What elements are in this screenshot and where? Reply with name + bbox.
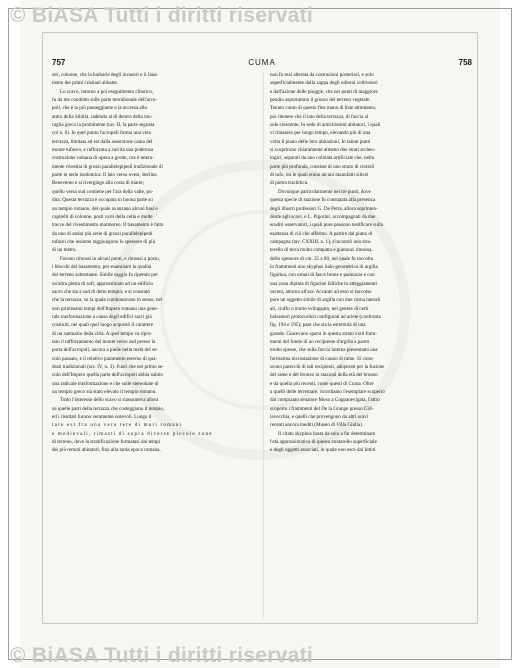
copyright-watermark-top: © BiASA Tutti i diritti riservati xyxy=(10,4,314,27)
text-line: rale trasformazione a causa degli edifici sacri già xyxy=(52,313,152,320)
text-line: e medievali, rimasti di sopra diverse piccole zone xyxy=(52,430,213,437)
text-line: molto spesse, che sulla faccia interna presentano una xyxy=(270,347,378,354)
text-line: Dovunque particolarmente nei tre punti, dove xyxy=(278,188,371,195)
text-line: mente rivestita di grossi parallelepipedi tradizionale di xyxy=(52,163,163,170)
page-header xyxy=(52,58,472,70)
text-line: ali, ciuffo o molto sviluppato, nel genere di certi xyxy=(270,305,369,312)
text-line: l'età approssimativa di questo stratarello superficiale xyxy=(270,439,377,446)
text-line: colo passato, e il relativo paramento esterno di qua- xyxy=(52,355,158,362)
text-line: Furono rimossi in alcuni punti, e rimossi a posto, xyxy=(60,255,160,262)
text-line: fortissima incrostazione di cassio di rame. Si cono- xyxy=(270,355,375,362)
text-line: da uno di andar più serie di grossi parallelepipedi xyxy=(52,230,153,237)
text-line: eruditi osservatori, i quali pure possono testificare sulla xyxy=(270,222,383,229)
left-page-number: 757 xyxy=(52,58,66,67)
text-line: di pietra trachitica. xyxy=(270,180,309,187)
text-line: pure un oggetto simile di argilla con due corna laterali xyxy=(270,297,381,304)
text-line: recenti ancora inediti (Museo di Villa Giulia). xyxy=(270,422,364,429)
text-line: volta il piano delle loro abitazioni. In taluni punti xyxy=(270,138,371,145)
column-divider xyxy=(263,72,264,618)
text-line: colo dell'Impero quella parte dell'acropoli abbia subito xyxy=(52,372,164,379)
text-line: poli, che è la più passeggiante e la accessa alla xyxy=(52,105,147,112)
text-line: questa specie di stazione fu constatata alla presenza xyxy=(270,197,376,204)
text-line: superficialmente dalla zappa degli odierni coltivatori xyxy=(270,80,378,87)
text-line: fig. 194 e 195); pare che sia la estremità di una xyxy=(270,322,366,329)
text-line: grande. Giacevano sparsi in questo strato varii fram- xyxy=(270,330,377,337)
right-page-number: 758 xyxy=(458,58,472,67)
text-line: su quelle parti della terrazza che costeggiano il tempio, xyxy=(52,405,165,412)
text-line: Benevento e si riverginge alla costa di marte; xyxy=(52,180,144,187)
text-line: lato est fra una vera rete di muri romani xyxy=(52,422,183,429)
text-line: drati tradizionali (tav. IV, n. 3). Fuori che nel primo se- xyxy=(52,364,164,371)
left-text-column xyxy=(52,71,256,455)
text-line: di un santuario della città. A quel tempo va ripor- xyxy=(52,330,153,337)
text-line: a quelli delle terremare, ricordiamo l'esemplare scoperto xyxy=(270,389,385,396)
text-line: in frammenti uno skyphos italo-geometrico di argilla xyxy=(270,263,378,270)
text-line: costruiti, nei quali quel luogo acquistò il carattere xyxy=(52,322,153,329)
text-line: terrazza, limitata ad est dalla asserzione canta del xyxy=(52,138,153,145)
text-line: di terreno, dove la stratificazione formatasi dai tempi xyxy=(52,439,161,446)
text-line: dita. Questa terrazza è occupata in buona parte su xyxy=(52,197,153,204)
text-line: raglia greca la prominente (tav. II, la parte segnata xyxy=(52,122,155,129)
text-line: dei più remoti abitatori, fino alla tarda epoca romana, xyxy=(52,447,161,454)
text-line: stri, colonne, che la barbarie degli invasori e il fana- xyxy=(52,72,159,78)
text-line: scoperto i frammenti del De la Grange presso Cirì- xyxy=(270,405,374,412)
text-line: vi rimasero per lungo tempo, elevando più di una xyxy=(270,130,371,137)
text-line: costruzione romana di opera a grotte, ora è intera- xyxy=(52,155,154,162)
text-line: quello verso sud contiene per l'ara della valle, pu- xyxy=(52,188,154,195)
text-line: e dall'azione delle pioggie, che nei punti di maggiore xyxy=(270,88,378,95)
text-line: e da quella più recenti, come questi di Cuma. Oltre xyxy=(270,380,374,387)
text-line: tracce del rivestimento marmoreo. Il basamento è fatto xyxy=(52,222,164,229)
text-line: una zona dipinta di figurine falliche in atteggiamenti xyxy=(270,280,378,287)
text-line: una radicale trasformazione e che sulle stereobate di xyxy=(52,380,159,387)
text-line: dal compianto senatore Moso a Coppanevigata, l'altro xyxy=(270,397,380,404)
text-line: Lo scavo, intorno a poi eseguimento ciborico, xyxy=(60,88,154,95)
text-line: i blocchi del basamento, per esaminare la qualità xyxy=(52,263,152,270)
text-line: ed i risultati furono veramente notevoli. Lungo il xyxy=(52,414,152,421)
text-line: logici, separati da uno colmata artificiale che, nella xyxy=(270,155,374,162)
text-line: dente agli scavi, e L. Pigorini, accompagnati da due xyxy=(270,213,376,220)
text-line: parte più profonda, consiste di uno strato di ciottoli xyxy=(270,163,375,170)
text-line: capitelli di colonne, posti varii della cella e molte xyxy=(52,213,153,220)
text-line: poi ritenere che il lato della terrazza, di faccia al xyxy=(270,113,369,120)
text-line: degli illustri professori G. De Petra, allora soprinten- xyxy=(270,205,378,212)
text-line: del rame e del bronzo in stazioni della età del bronzo xyxy=(270,372,378,379)
text-line: un'altra pietra di sofi, approssimato ad un edificio xyxy=(52,280,154,287)
text-line: esattezza di ciò che affermo. A partire dal piano di xyxy=(270,230,373,237)
text-line: sacro che sta a sud di detto tempio; e si constatò xyxy=(52,288,150,295)
text-line: si scoprirono chiaramente almeno due strati archeo- xyxy=(270,147,376,154)
text-line: antro della Sibilla, radendo al di dentro della mu- xyxy=(52,113,153,120)
text-line: porta dell'acropoli, ancora a piede nella metà del se- xyxy=(52,347,158,354)
text-line: del terreno sottostante. Simile saggio fu ripetuto per xyxy=(52,272,158,279)
text-line: campagna (tav. CXXIII, n. 1), s'incontrò uno stra- xyxy=(270,238,372,245)
text-line: menti del fondo di un recipiente d'argilla a pareti xyxy=(270,339,370,345)
text-line: Tutto l'interesse dello scavo si riassumeva allora xyxy=(60,397,159,404)
text-line: osceni, attorno all'ara. Accanto ad esso si raccolse xyxy=(270,288,372,295)
text-line: tismo dei primi cristiani abbatte. xyxy=(52,80,119,87)
text-line: non fu mai alterata da costruzioni posteriori, e solo xyxy=(270,72,374,78)
text-line: che la terrazza, su la quale cumbonavano in senso, nel xyxy=(52,297,163,304)
running-title: CUMA xyxy=(248,58,276,67)
text-line: balsamari protocorinzi configurati ad ariete (confronta xyxy=(270,313,381,320)
text-line: lavecchia, e quelli che provengono da altri scavi xyxy=(270,414,369,421)
text-line: Tenuto conto di questo fine mano di liste altrettanto, xyxy=(270,105,377,112)
right-text-column xyxy=(270,71,474,455)
text-line: terello di terra molto compatta e giannuzi rimossa, xyxy=(270,247,373,254)
copyright-watermark-bottom: © BiASA Tutti i diritti riservati xyxy=(10,644,314,667)
text-line: non primissimi tempi dell'Impero romano una gene- xyxy=(52,305,159,312)
text-line: scono parecchi di tali recipienti, adoperati per la fusione xyxy=(270,364,385,371)
text-line: col n. 6). In quel punto l'acropoli forma una vera xyxy=(52,130,151,137)
text-line: monte tufaceo, e rafforzata a sud da una poderosa xyxy=(52,147,154,154)
text-line: sole crescente, fu sede di antichissimi abitatori, i quali xyxy=(270,122,381,129)
text-line: pendio asportarono il grosso del terreno vegetale. xyxy=(270,97,371,104)
text-line: e degli oggetti associati, in quale non esce dai limiti xyxy=(270,447,376,454)
text-line: fu da me condotto sulle parte meridionale dell'acro- xyxy=(52,97,158,104)
text-line: di un metro. xyxy=(52,247,77,254)
text-line: tato il rafforzamento del monte verso sud presso la xyxy=(52,339,156,345)
text-line: Il citato skyphos basta da solo a far determinare xyxy=(278,430,376,437)
text-line: parte in serie isodomica. Il lato verso ovest, declina xyxy=(52,172,157,179)
text-line: di tufo, tra le quali erano alcuni manufatti silicei xyxy=(270,172,369,179)
text-line: un tempio romano, del quale avanzano alcuni basi e xyxy=(52,205,158,212)
text-line: dello spessore di cm. 35 a 80, nel quale fu raccolto xyxy=(270,255,374,262)
text-line: figulina, con ornati di fasce brune e paonazze e con xyxy=(270,272,375,279)
text-line: tufacei che insieme raggiungono lo spessore di più xyxy=(52,238,156,245)
text-line: un tempio greco sia stato elevato il tempio romano. xyxy=(52,389,157,396)
